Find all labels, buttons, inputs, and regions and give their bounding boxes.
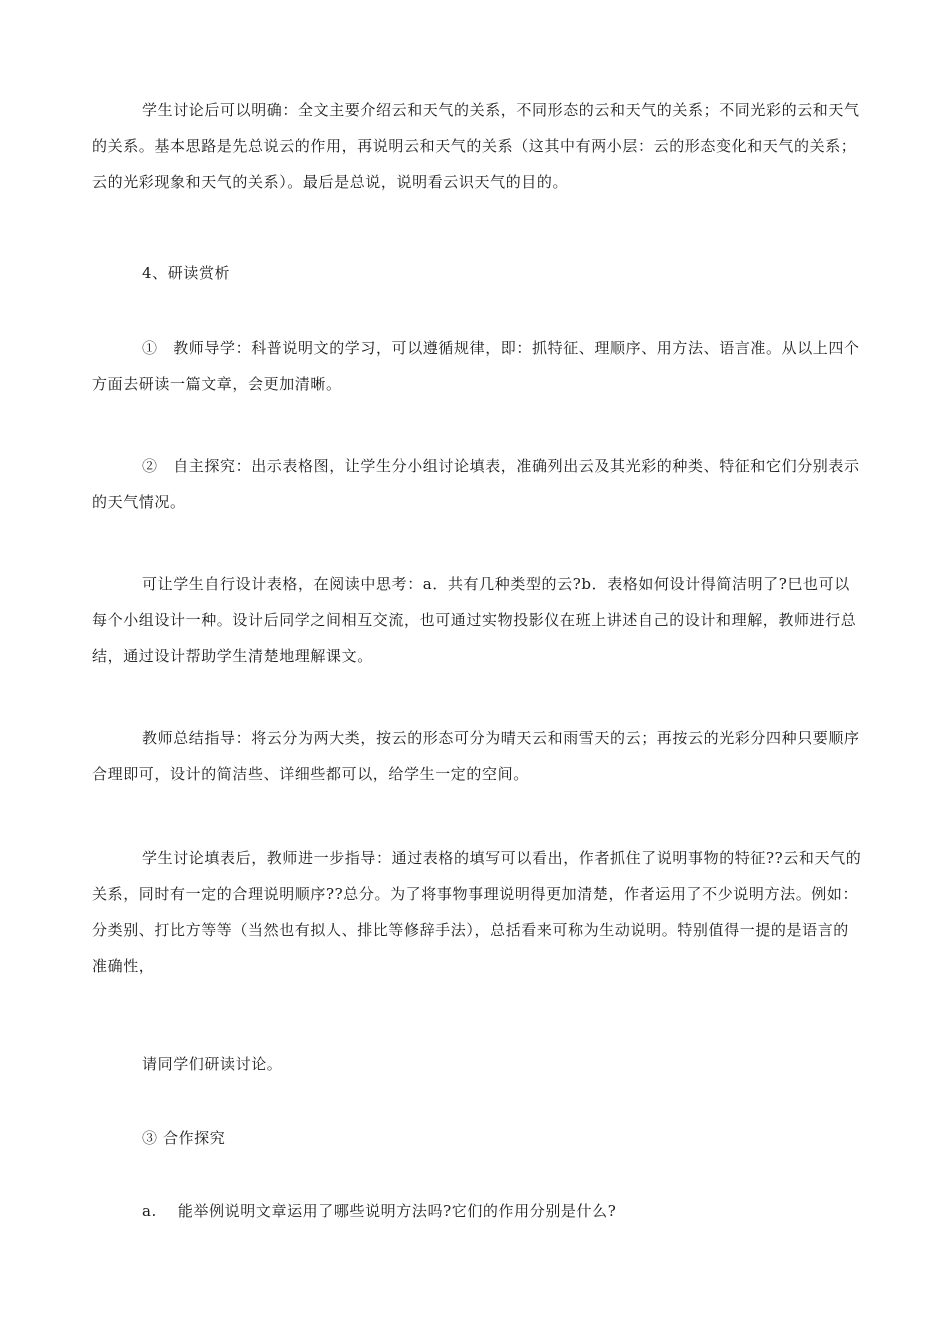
paragraph-self-exploration: ② 自主探究：出示表格图，让学生分小组讨论填表，准确列出云及其光彩的种类、特征和它们分别表示的天气情况。	[92, 457, 860, 511]
paragraph-teacher-guide: ① 教师导学：科普说明文的学习，可以遵循规律，即：抓特征、理顺序、用方法、语言准。从以上四个方面去研读一篇文章，会更加清晰。	[92, 339, 860, 393]
question-item-a: a. 能举例说明文章运用了哪些说明方法吗?它们的作用分别是什么?	[142, 1202, 617, 1220]
paragraph-teacher-summary: 教师总结指导：将云分为两大类，按云的形态可分为晴天云和雨雪天的云；再按云的光彩分四种只要顺序合理即可，设计的简洁些、详细些都可以，给学生一定的空间。	[92, 729, 860, 783]
paragraph-summary: 学生讨论后可以明确：全文主要介绍云和天气的关系，不同形态的云和天气的关系；不同光彩的云和天气的关系。基本思路是先总说云的作用，再说明云和天气的关系（这其中有两小层：云的形态变化和天气的关系；云的光彩现象和天气的关系）。最后是总说，说明看云识天气的目的。	[92, 101, 860, 191]
section-heading-cooperation: ③ 合作探究	[142, 1129, 226, 1147]
paragraph-further-guidance: 学生讨论填表后，教师进一步指导：通过表格的填写可以看出，作者抓住了说明事物的特征??云和天气的关系，同时有一定的合理说明顺序??总分。为了将事物事理说明得更加清楚，作者运用了不少说明方法。例如：分类别、打比方等等（当然也有拟人、排比等修辞手法），总括看来可称为生动说明。特别值得一提的是语言的准确性，	[92, 849, 862, 975]
paragraph-discussion-prompt: 请同学们研读讨论。	[142, 1055, 283, 1073]
section-heading-analysis: 4、研读赏析	[142, 264, 231, 282]
paragraph-table-design: 可让学生自行设计表格，在阅读中思考：a．共有几种类型的云?b．表格如何设计得简洁明了?巳也可以每个小组设计一种。设计后同学之间相互交流，也可通过实物投影仪在班上讲述自己的设计和理解，教师进行总结，通过设计帮助学生清楚地理解课文。	[92, 575, 857, 665]
